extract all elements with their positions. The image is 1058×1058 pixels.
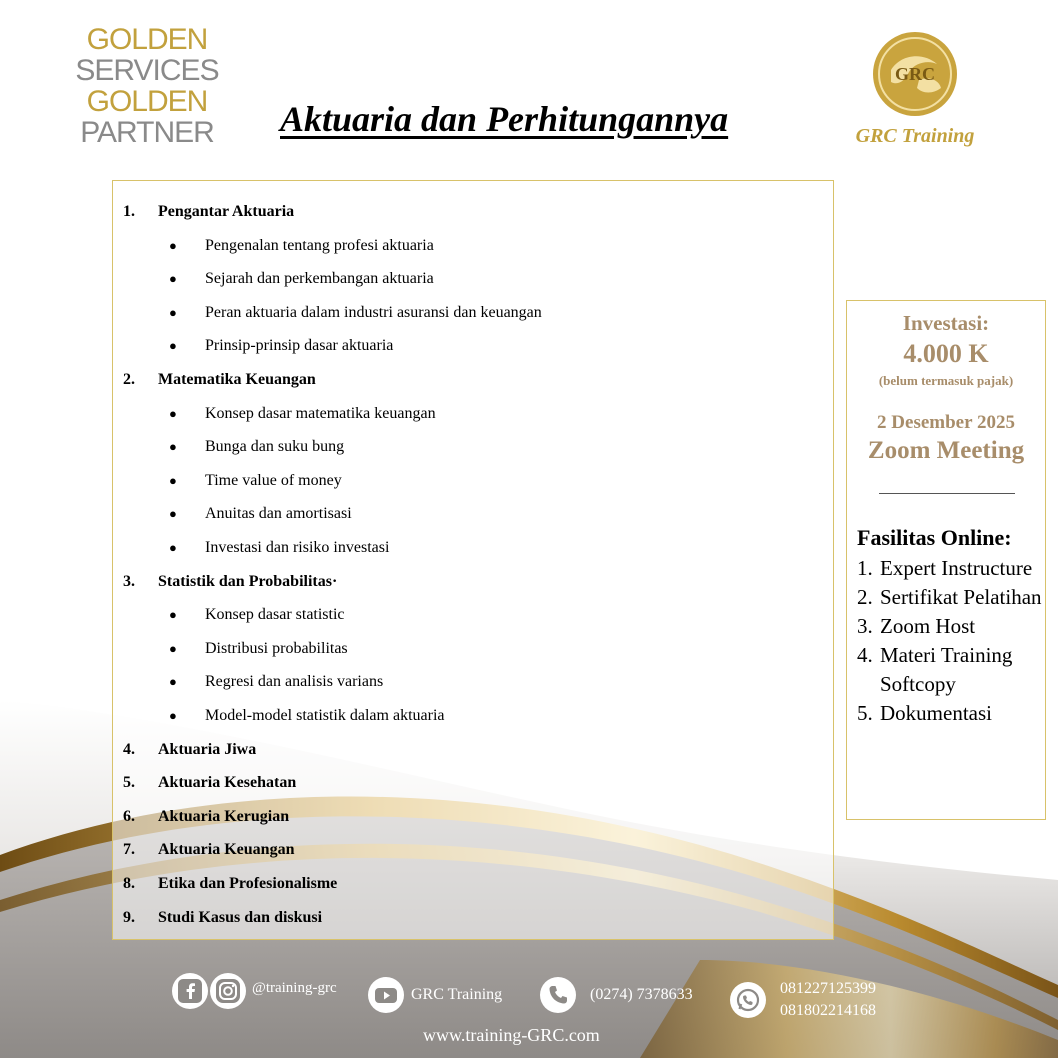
outline-subitem bbox=[169, 505, 352, 523]
info-panel bbox=[846, 300, 1046, 820]
whatsapp-number-1[interactable]: 081227125399 bbox=[780, 980, 876, 997]
outline-section bbox=[123, 774, 296, 792]
subitem-text: Sejarah dan perkembangan aktuaria bbox=[205, 270, 434, 288]
outline-section bbox=[123, 875, 337, 893]
bullet-icon: ● bbox=[169, 708, 177, 723]
outline-section bbox=[123, 808, 289, 826]
section-title: Matematika Keuangan bbox=[158, 371, 316, 388]
subitem-text: Time value of money bbox=[205, 471, 342, 489]
outline-subitem bbox=[169, 539, 389, 557]
outline-subitem bbox=[169, 438, 344, 456]
whatsapp-number-2[interactable]: 081802214168 bbox=[780, 1002, 876, 1019]
youtube-channel[interactable]: GRC Training bbox=[411, 986, 503, 1003]
subitem-text: Peran aktuaria dalam industri asuransi dan keuangan bbox=[205, 303, 542, 321]
fasilitas-item bbox=[857, 554, 1042, 583]
bullet-icon: ● bbox=[169, 640, 177, 656]
divider bbox=[879, 493, 1015, 494]
phone-icon[interactable] bbox=[540, 977, 576, 1013]
brand-line-4: PARTNER bbox=[80, 116, 214, 149]
subitem-text: Bunga dan suku bung bbox=[205, 438, 345, 456]
bullet-icon: ● bbox=[169, 506, 177, 522]
section-number: 8. bbox=[123, 875, 135, 892]
subitem-text: Investasi dan risiko investasi bbox=[205, 539, 390, 556]
section-number: 7. bbox=[123, 841, 135, 859]
subitem-text: Distribusi probabilitas bbox=[205, 639, 348, 657]
outline-subitem bbox=[169, 640, 348, 658]
phone-number[interactable]: (0274) 7378633 bbox=[590, 986, 693, 1003]
brand-line-1: GOLDEN bbox=[86, 23, 208, 56]
fasilitas-number: 5. bbox=[857, 701, 873, 725]
event-date: 2 Desember 2025 bbox=[877, 412, 1015, 433]
section-title: Etika dan Profesionalisme bbox=[158, 875, 338, 892]
golden-partner-badge bbox=[72, 24, 222, 148]
whatsapp-icon[interactable] bbox=[730, 982, 766, 1018]
outline-subitem bbox=[169, 673, 383, 691]
outline-subitem bbox=[169, 304, 542, 322]
outline-subitem bbox=[169, 270, 434, 288]
bullet-icon: ● bbox=[169, 237, 177, 253]
outline-subitem bbox=[169, 472, 342, 490]
outline-section bbox=[123, 573, 337, 591]
grc-logo-text: GRC Training bbox=[855, 125, 975, 147]
facebook-icon[interactable] bbox=[172, 973, 208, 1009]
section-title: Statistik dan Probabilitas· bbox=[158, 572, 338, 590]
fasilitas-item bbox=[857, 612, 1042, 641]
fasilitas-number: 1. bbox=[857, 556, 873, 580]
outline-section bbox=[123, 909, 322, 927]
fasilitas-text: Sertifikat Pelatihan bbox=[880, 585, 1042, 609]
subitem-text: Pengenalan tentang profesi aktuaria bbox=[205, 236, 434, 254]
fasilitas-text: Zoom Host bbox=[880, 614, 976, 638]
fasilitas-list bbox=[857, 554, 1042, 728]
grc-logo bbox=[830, 30, 1000, 148]
section-title: Aktuaria Kerugian bbox=[158, 807, 290, 825]
event-location: Zoom Meeting bbox=[867, 437, 1025, 464]
course-outline bbox=[112, 180, 834, 940]
fasilitas-number: 4. bbox=[857, 643, 873, 667]
fasilitas-number: 2. bbox=[857, 585, 873, 609]
section-title: Aktuaria Jiwa bbox=[158, 740, 257, 758]
subitem-text: Anuitas dan amortisasi bbox=[205, 505, 352, 523]
outline-section bbox=[123, 741, 256, 759]
website-link[interactable]: www.training-GRC.com bbox=[423, 1025, 600, 1045]
section-title: Aktuaria Keuangan bbox=[158, 841, 295, 859]
subitem-text: Konsep dasar matematika keuangan bbox=[205, 404, 436, 422]
bullet-icon: ● bbox=[169, 338, 177, 354]
fasilitas-number: 3. bbox=[857, 614, 873, 638]
bullet-icon: ● bbox=[169, 439, 177, 455]
outline-subitem bbox=[169, 606, 345, 624]
subitem-text: Konsep dasar statistic bbox=[205, 606, 345, 624]
outline-section bbox=[123, 203, 294, 221]
section-number: 2. bbox=[123, 371, 135, 388]
page-title: Aktuaria dan Perhitungannya bbox=[280, 99, 729, 139]
grc-globe-icon bbox=[871, 30, 959, 118]
section-number: 9. bbox=[123, 908, 135, 926]
outline-section bbox=[123, 841, 294, 859]
section-number: 5. bbox=[123, 774, 135, 792]
outline-subitem bbox=[169, 337, 393, 355]
svg-text:GRC: GRC bbox=[895, 64, 935, 84]
outline-subitem bbox=[169, 237, 434, 255]
fasilitas-item bbox=[857, 641, 1042, 699]
youtube-icon[interactable] bbox=[368, 977, 404, 1013]
outline-subitem bbox=[169, 707, 445, 725]
brand-line-2: SERVICES bbox=[75, 54, 219, 87]
investasi-note: (belum termasuk pajak) bbox=[878, 373, 1014, 388]
social-handle[interactable]: @training-grc bbox=[252, 980, 337, 996]
brand-line-3: GOLDEN bbox=[86, 85, 208, 118]
fasilitas-item bbox=[857, 583, 1042, 612]
bullet-icon: ● bbox=[169, 271, 177, 287]
investasi-label: Investasi: bbox=[902, 311, 990, 335]
section-number: 1. bbox=[123, 203, 135, 220]
section-number: 4. bbox=[123, 740, 135, 758]
bullet-icon: ● bbox=[169, 405, 177, 421]
outline-section bbox=[123, 371, 316, 389]
subitem-text: Prinsip-prinsip dasar aktuaria bbox=[205, 337, 394, 355]
bullet-icon: ● bbox=[169, 674, 177, 690]
instagram-icon[interactable] bbox=[210, 973, 246, 1009]
bullet-icon: ● bbox=[169, 540, 177, 555]
outline-subitem bbox=[169, 405, 436, 423]
fasilitas-text: Materi Training Softcopy bbox=[880, 643, 1013, 696]
section-title: Pengantar Aktuaria bbox=[158, 203, 295, 220]
fasilitas-text: Expert Instructure bbox=[880, 556, 1033, 580]
fasilitas-title: Fasilitas Online: bbox=[857, 525, 1012, 550]
fasilitas-text: Dokumentasi bbox=[880, 701, 992, 725]
bullet-icon: ● bbox=[169, 472, 177, 488]
section-title: Studi Kasus dan diskusi bbox=[158, 908, 323, 926]
subitem-text: Regresi dan analisis varians bbox=[205, 673, 384, 691]
fasilitas-item bbox=[857, 699, 1042, 728]
subitem-text: Model-model statistik dalam aktuaria bbox=[205, 707, 445, 724]
bullet-icon: ● bbox=[169, 607, 177, 623]
section-title: Aktuaria Kesehatan bbox=[158, 774, 297, 792]
bullet-icon: ● bbox=[169, 304, 177, 320]
section-number: 6. bbox=[123, 807, 135, 825]
investasi-value: 4.000 K bbox=[903, 339, 989, 368]
section-number: 3. bbox=[123, 572, 135, 590]
